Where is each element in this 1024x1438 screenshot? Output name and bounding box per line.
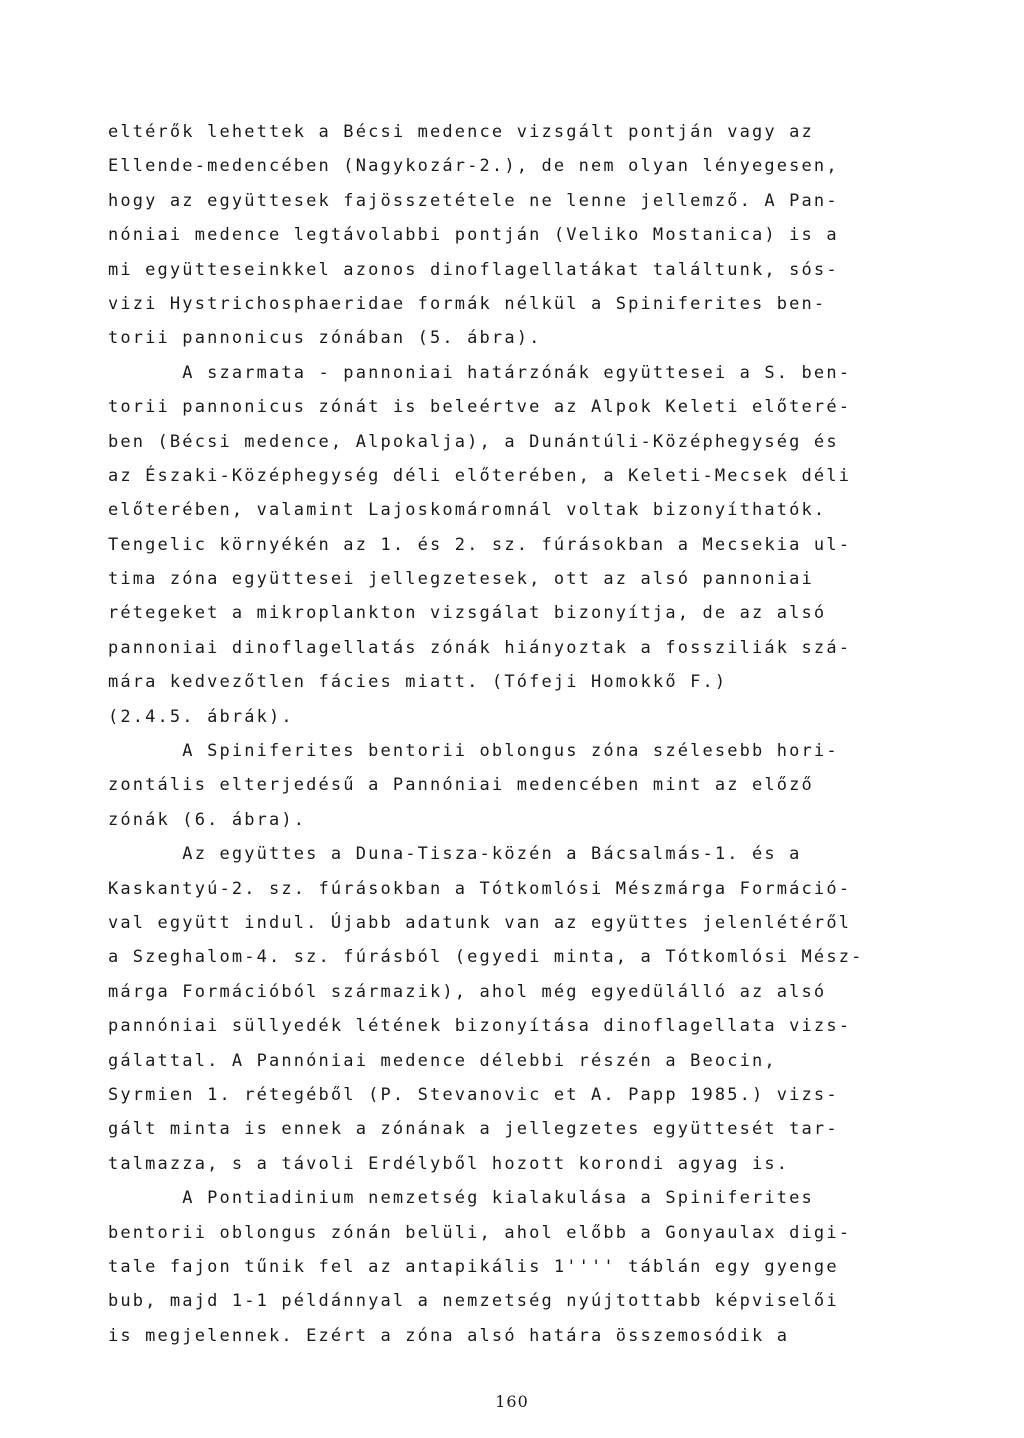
text-line: val együtt indul. Újabb adatunk van az együttes jelenlétéről <box>108 912 852 933</box>
text-line: is megjelennek. Ezért a zóna alsó határa összemosódik a <box>108 1325 790 1346</box>
text-line: pannoniai dinoflagellatás zónák hiányoztak a fossziliák szá- <box>108 637 852 658</box>
text-line: torii pannonicus zónát is beleértve az Alpok Keleti előteré- <box>108 397 852 418</box>
text-line: A szarmata - pannoniai határzónák együttesei a S. ben- <box>108 362 852 383</box>
text-line: A Pontiadinium nemzetség kialakulása a Spiniferites <box>108 1188 814 1209</box>
text-line: ben (Bécsi medence, Alpokalja), a Dunántúli-Középhegység és <box>108 431 839 452</box>
text-line: zontális elterjedésű a Pannóniai medencében mint az előző <box>108 775 814 796</box>
text-line: Az együttes a Duna-Tisza-közén a Bácsalmás-1. és a <box>108 844 802 865</box>
text-line: tale fajon tűnik fel az antapikális 1'''' táblán egy gyenge <box>108 1256 839 1277</box>
text-line: hogy az együttesek fajösszetétele ne lenne jellemző. A Pan- <box>108 190 839 211</box>
text-line: Ellende-medencében (Nagykozár-2.), de nem olyan lényegesen, <box>108 156 839 177</box>
text-line: rétegeket a mikroplankton vizsgálat bizonyítja, de az alsó <box>108 603 827 624</box>
text-line: előterében, valamint Lajoskomáromnál voltak bizonyíthatók. <box>108 500 827 521</box>
text-line: vizi Hystrichosphaeridae formák nélkül a Spiniferites ben- <box>108 293 827 314</box>
text-line: talmazza, s a távoli Erdélyből hozott korondi agyag is. <box>108 1153 790 1174</box>
text-line: tima zóna együttesei jellegzetesek, ott az alsó pannoniai <box>108 569 814 590</box>
text-line: A Spiniferites bentorii oblongus zóna szélesebb hori- <box>108 741 839 762</box>
body-text <box>108 115 938 1353</box>
text-line: Kaskantyú-2. sz. fúrásokban a Tótkomlósi Mészmárga Formáció- <box>108 878 852 899</box>
text-line: (2.4.5. ábrák). <box>108 706 294 727</box>
text-line: Syrmien 1. rétegéből (P. Stevanovic et A. Papp 1985.) vizs- <box>108 1084 839 1105</box>
text-line: gálattal. A Pannóniai medence délebbi részén a Beocin, <box>108 1050 777 1071</box>
page-number: 160 <box>495 1392 529 1411</box>
text-line: bentorii oblongus zónán belüli, ahol előbb a Gonyaulax digi- <box>108 1222 852 1243</box>
text-line: az Északi-Középhegység déli előterében, a Keleti-Mecsek déli <box>108 465 852 486</box>
text-line: torii pannonicus zónában (5. ábra). <box>108 328 542 349</box>
text-line: eltérők lehettek a Bécsi medence vizsgált pontján vagy az <box>108 122 814 142</box>
text-line: márga Formációból származik), ahol még egyedülálló az alsó <box>108 981 827 1002</box>
text-line: mi együtteseinkkel azonos dinoflagellatákat találtunk, sós- <box>108 259 839 280</box>
text-line: bub, majd 1-1 példánnyal a nemzetség nyújtottabb képviselői <box>108 1291 839 1312</box>
text-line: zónák (6. ábra). <box>108 809 307 830</box>
text-line: pannóniai süllyedék létének bizonyítása dinoflagellata vizs- <box>108 1016 852 1037</box>
text-line: a Szeghalom-4. sz. fúrásból (egyedi minta, a Tótkomlósi Mész- <box>108 947 864 968</box>
text-line: Tengelic környékén az 1. és 2. sz. fúrásokban a Mecsekia ul- <box>108 534 852 555</box>
text-line: mára kedvezőtlen fácies miatt. (Tófeji Homokkő F.) <box>108 672 728 693</box>
text-line: nóniai medence legtávolabbi pontján (Veliko Mostanica) is a <box>108 225 839 246</box>
text-line: gált minta is ennek a zónának a jellegzetes együttesét tar- <box>108 1119 839 1140</box>
